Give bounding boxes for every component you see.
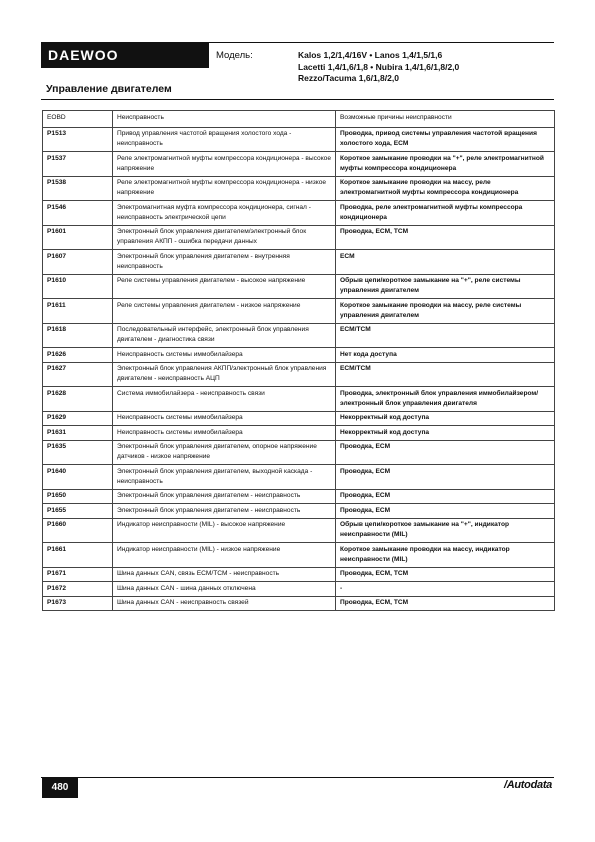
fault-cell: Электронный блок управления АКПП/электронный блок управления двигателем - неисправность АЦП <box>113 362 336 387</box>
table-row <box>43 176 555 201</box>
cause-cell: Короткое замыкание проводки на массу, индикатор неисправности (MIL) <box>336 543 555 568</box>
code-cell: P1626 <box>43 348 113 363</box>
code-cell: P1640 <box>43 465 113 490</box>
cause-cell: Проводка, привод системы управления частотой вращения холостого хода, ECM <box>336 127 555 152</box>
fault-cell: Привод управления частотой вращения холостого хода - неисправность <box>113 127 336 152</box>
autodata-logo <box>504 779 552 791</box>
code-cell: P1629 <box>43 411 113 426</box>
section-title: Управление двигателем <box>46 83 172 95</box>
cause-cell: Проводка, ECM, TCM <box>336 225 555 250</box>
table-row <box>43 152 555 177</box>
header-bottom-rule <box>41 99 554 100</box>
table-row <box>43 299 555 324</box>
code-cell: P1631 <box>43 426 113 441</box>
cause-cell: Проводка, ECM, TCM <box>336 567 555 582</box>
logo-text: Autodata <box>506 779 552 791</box>
brand-logo: DAEWOO <box>41 42 209 68</box>
code-cell: P1628 <box>43 387 113 412</box>
fault-cell: Электромагнитная муфта компрессора кондиционера, сигнал - неисправность электрической цепи <box>113 201 336 226</box>
fault-cell: Неисправность системы иммобилайзера <box>113 426 336 441</box>
code-cell: P1513 <box>43 127 113 152</box>
table-row <box>43 250 555 275</box>
logo-slash-icon: / <box>503 779 507 791</box>
cause-cell: Нет кода доступа <box>336 348 555 363</box>
fault-cell: Последовательный интерфейс, электронный блок управления двигателем - диагностика связи <box>113 323 336 348</box>
code-cell: P1661 <box>43 543 113 568</box>
cause-cell: ECM/TCM <box>336 323 555 348</box>
code-cell: P1673 <box>43 596 113 611</box>
fault-cell: Электронный блок управления двигателем/электронный блок управления АКПП - ошибка передачи данных <box>113 225 336 250</box>
code-cell: P1601 <box>43 225 113 250</box>
cause-cell: Проводка, электронный блок управления иммобилайзером/электронный блок управления двигателя <box>336 387 555 412</box>
model-line: Kalos 1,2/1,4/16V • Lanos 1,4/1,5/1,6 <box>298 50 443 60</box>
fault-cell: Индикатор неисправности (MIL) - низкое напряжение <box>113 543 336 568</box>
model-line: Lacetti 1,4/1,6/1,8 • Nubira 1,4/1,6/1,8/2,0 <box>298 61 460 72</box>
fault-cell: Неисправность системы иммобилайзера <box>113 411 336 426</box>
table-row <box>43 274 555 299</box>
cause-cell: Обрыв цепи/короткое замыкание на "+", индикатор неисправности (MIL) <box>336 518 555 543</box>
cause-cell: ECM <box>336 250 555 275</box>
code-cell: P1650 <box>43 489 113 504</box>
code-cell: P1660 <box>43 518 113 543</box>
table-row <box>43 225 555 250</box>
table-row <box>43 387 555 412</box>
footer-rule <box>41 777 554 778</box>
cause-cell: Проводка, ECM <box>336 440 555 465</box>
fault-code-table <box>42 110 555 611</box>
code-cell: P1672 <box>43 582 113 597</box>
cause-cell: Некорректный код доступа <box>336 411 555 426</box>
table-row <box>43 489 555 504</box>
table-row <box>43 518 555 543</box>
fault-cell: Электронный блок управления двигателем, опорное напряжение датчиков - низкое напряжение <box>113 440 336 465</box>
fault-cell: Система иммобилайзера - неисправность связи <box>113 387 336 412</box>
table-row <box>43 411 555 426</box>
fault-cell: Реле электромагнитной муфты компрессора кондиционера - низкое напряжение <box>113 176 336 201</box>
code-cell: P1635 <box>43 440 113 465</box>
fault-cell: Реле системы управления двигателем - высокое напряжение <box>113 274 336 299</box>
cause-cell: Проводка, ECM <box>336 504 555 519</box>
cause-cell: Короткое замыкание проводки на "+", реле электромагнитной муфты компрессора кондиционера <box>336 152 555 177</box>
code-cell: P1607 <box>43 250 113 275</box>
table-row <box>43 323 555 348</box>
cause-cell: Короткое замыкание проводки на массу, реле электромагнитной муфты компрессора кондиционера <box>336 176 555 201</box>
table-row <box>43 201 555 226</box>
column-header-cause: Возможные причины неисправности <box>336 111 555 128</box>
fault-cell: Индикатор неисправности (MIL) - высокое напряжение <box>113 518 336 543</box>
column-header-eobd: EOBD <box>43 111 113 128</box>
column-header-fault: Неисправность <box>113 111 336 128</box>
fault-cell: Электронный блок управления двигателем - неисправность <box>113 504 336 519</box>
cause-cell: Короткое замыкание проводки на массу, реле системы управления двигателем <box>336 299 555 324</box>
fault-cell: Шина данных CAN - неисправность связей <box>113 596 336 611</box>
table-row <box>43 426 555 441</box>
cause-cell: Некорректный код доступа <box>336 426 555 441</box>
table-row <box>43 440 555 465</box>
table-row <box>43 127 555 152</box>
cause-cell: Проводка, ECM <box>336 465 555 490</box>
model-label: Модель: <box>216 50 253 61</box>
page-number: 480 <box>42 778 78 798</box>
code-cell: P1611 <box>43 299 113 324</box>
fault-cell: Электронный блок управления двигателем - неисправность <box>113 489 336 504</box>
code-cell: P1618 <box>43 323 113 348</box>
table-row <box>43 567 555 582</box>
fault-cell: Неисправность системы иммобилайзера <box>113 348 336 363</box>
cause-cell: Обрыв цепи/короткое замыкание на "+", реле системы управления двигателем <box>336 274 555 299</box>
cause-cell: - <box>336 582 555 597</box>
table-row <box>43 504 555 519</box>
code-cell: P1546 <box>43 201 113 226</box>
table-row <box>43 596 555 611</box>
fault-cell: Шина данных CAN, связь ECM/TCM - неисправность <box>113 567 336 582</box>
cause-cell: Проводка, ECM <box>336 489 555 504</box>
cause-cell: Проводка, ECM, TCM <box>336 596 555 611</box>
fault-cell: Реле электромагнитной муфты компрессора кондиционера - высокое напряжение <box>113 152 336 177</box>
cause-cell: Проводка, реле электромагнитной муфты компрессора кондиционера <box>336 201 555 226</box>
table-row <box>43 543 555 568</box>
code-cell: P1537 <box>43 152 113 177</box>
code-cell: P1627 <box>43 362 113 387</box>
fault-cell: Электронный блок управления двигателем, выходной каскада - неисправность <box>113 465 336 490</box>
fault-cell: Электронный блок управления двигателем - внутренняя неисправность <box>113 250 336 275</box>
fault-cell: Реле системы управления двигателем - низкое напряжение <box>113 299 336 324</box>
code-cell: P1655 <box>43 504 113 519</box>
model-line: Rezzo/Tacuma 1,6/1,8/2,0 <box>298 73 399 83</box>
code-cell: P1671 <box>43 567 113 582</box>
table-row <box>43 465 555 490</box>
model-list <box>298 50 459 85</box>
table-row <box>43 362 555 387</box>
code-cell: P1610 <box>43 274 113 299</box>
table-header-row <box>43 111 555 128</box>
table-row <box>43 582 555 597</box>
fault-cell: Шина данных CAN - шина данных отключена <box>113 582 336 597</box>
cause-cell: ECM/TCM <box>336 362 555 387</box>
table-row <box>43 348 555 363</box>
code-cell: P1538 <box>43 176 113 201</box>
